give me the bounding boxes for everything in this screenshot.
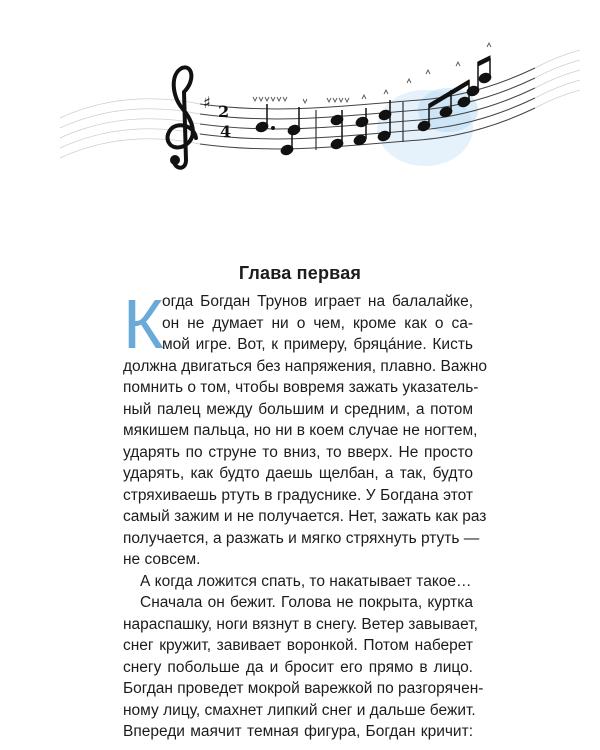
staff-lines-fade-right bbox=[535, 50, 580, 108]
time-signature-bottom: 4 bbox=[220, 122, 232, 141]
text-line: ный палец между большим и средним, а потом bbox=[123, 400, 473, 418]
text-line: А когда ложится спать, то накатывает такое… bbox=[140, 572, 472, 590]
text-line: получается, а разжать и мягко стряхнуть ртуть — bbox=[123, 529, 480, 547]
treble-clef-icon bbox=[168, 67, 196, 167]
chapter-title: Глава первая bbox=[238, 263, 362, 283]
treble-clef-dot bbox=[170, 155, 180, 165]
sharp-icon: ♯ bbox=[203, 93, 211, 112]
chapter-text bbox=[123, 285, 487, 743]
text-line: Богдан проведет мокрой варежкой по разгорячен- bbox=[123, 680, 484, 697]
text-line: мякишем пальца, но ни в коем случае не ногтем, bbox=[123, 422, 478, 439]
time-signature-top: 2 bbox=[218, 102, 230, 121]
text-line: не совсем. bbox=[123, 551, 201, 568]
text-line: Впереди маячит темная фигура, Богдан кричит: bbox=[123, 723, 473, 740]
text-line: нараспашку, ноги вязнут в снегу. Ветер завывает, bbox=[123, 615, 478, 633]
text-line: мой игре. Вот, к примеру, бряцáние. Кисть bbox=[162, 336, 473, 353]
text-line: снег кружит, завивает воронкой. Потом наберет bbox=[123, 637, 473, 654]
text-line: Сначала он бежит. Голова не покрыта, куртка bbox=[140, 594, 473, 611]
text-line: ударять по струне то вниз, то вверх. Не просто bbox=[123, 443, 473, 461]
text-line: ному лицу, смахнет липкий снег и дальше бежит. bbox=[123, 701, 476, 719]
text-line: ударять, как будто даешь щелбан, а так, будто bbox=[123, 465, 473, 482]
text-line: огда Богдан Трунов играет на балалайке, bbox=[162, 293, 473, 310]
drop-cap-letter: К bbox=[123, 285, 164, 363]
text-line: снегу побольше да и бросит его прямо в лицо. bbox=[123, 658, 473, 676]
music-staff-illustration bbox=[0, 0, 600, 210]
text-line: должна двигаться без напряжения, плавно. Важно bbox=[123, 357, 487, 375]
text-line: помнить о том, чтобы вовремя зажать указатель- bbox=[123, 379, 479, 396]
text-line: стряхиваешь ртуть в градуснике. У Богдана этот bbox=[123, 486, 473, 504]
text-line: самый зажим и не получается. Нет, зажать как раз bbox=[123, 508, 487, 525]
text-line: он не думает ни о чем, кроме как о са- bbox=[162, 314, 473, 332]
